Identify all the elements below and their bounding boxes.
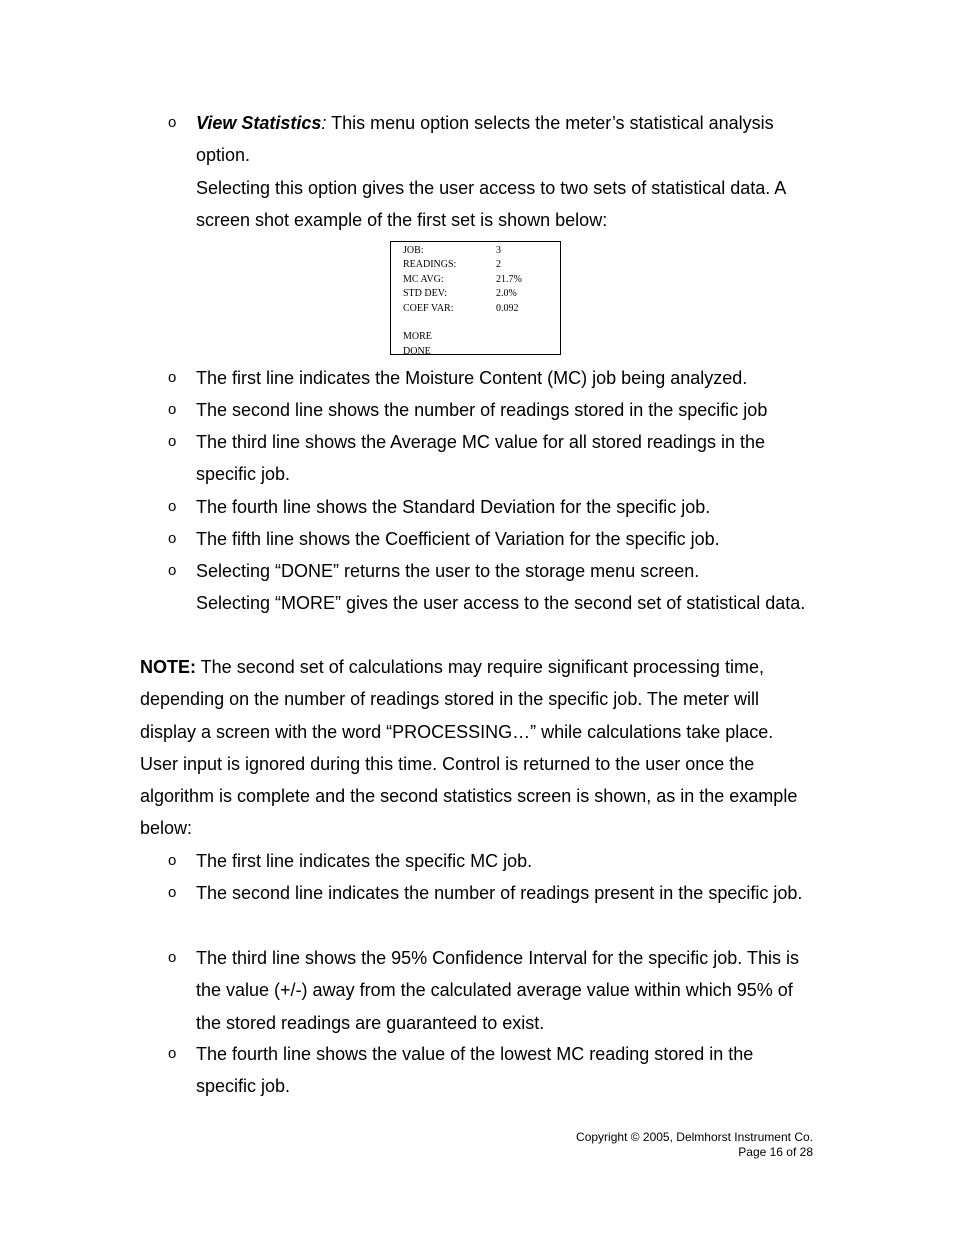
bullet-mark: o	[168, 433, 177, 450]
list-item: o The second line shows the number of readings stored in the specific job	[168, 394, 818, 426]
more-description: Selecting “MORE” gives the user access to the second set of statistical data.	[196, 593, 806, 614]
screen-row-std-dev: STD DEV: 2.0%	[403, 288, 517, 300]
view-statistics-description: Selecting this option gives the user access to two sets of statistical data. A screen shot example of the first set is shown below:	[196, 177, 786, 230]
note-text: The second set of calculations may require significant processing time, depending on the number of readings stored in the specific job. The meter will display a screen with the word “PROCESSING…” while calculations take place. User input is ignored during this time. Control is returned to the user once the algorithm is complete and the second statistics screen is shown, as in the example below:	[140, 657, 798, 839]
bullet-mark: o	[168, 114, 177, 131]
list-item: o The fifth line shows the Coefficient of Variation for the specific job.	[168, 523, 818, 555]
list-item: o The first line indicates the Moisture Content (MC) job being analyzed.	[168, 362, 818, 394]
screen-menu-done: DONE	[403, 345, 431, 357]
bullet-mark: o	[168, 852, 177, 869]
note-paragraph	[140, 651, 812, 845]
list-item: o The fourth line shows the value of the lowest MC reading stored in the specific job.	[168, 1038, 818, 1103]
copyright-notice: Copyright © 2005, Delmhorst Instrument Co.	[576, 1130, 813, 1144]
list-item: o The fourth line shows the Standard Deviation for the specific job.	[168, 491, 818, 523]
bullet-mark: o	[168, 498, 177, 515]
screen-row-job: JOB: 3	[403, 245, 501, 256]
bullet-mark: o	[168, 530, 177, 547]
page-number: Page 16 of 28	[738, 1144, 813, 1159]
view-statistics-title: View Statistics	[196, 113, 322, 133]
bullet-mark: o	[168, 949, 177, 966]
screen-menu-more: MORE	[403, 331, 432, 343]
meter-screen-example	[390, 241, 561, 355]
page-footer	[576, 1130, 813, 1159]
bullet-mark: o	[168, 562, 177, 579]
list-item: o The second line indicates the number of readings present in the specific job.	[168, 877, 818, 909]
view-statistics-intro: View Statistics: This menu option selects the meter’s statistical analysis option.	[196, 113, 774, 166]
screen-row-mc-avg: MC AVG: 21.7%	[403, 273, 522, 285]
list-item: o The first line indicates the specific MC job.	[168, 845, 818, 877]
note-label: NOTE:	[140, 657, 196, 677]
bullet-mark: o	[168, 1045, 177, 1062]
bullet-mark: o	[168, 401, 177, 418]
list-item: o The third line shows the 95% Confidence Interval for the specific job. This is the value (+/-) away from the calculated average value within which 95% of the stored readings are guaranteed to exist.	[168, 942, 818, 1039]
screen-row-coef-var: COEF VAR: 0.092	[403, 302, 519, 314]
screen-row-blank	[403, 316, 560, 330]
list-item: o The third line shows the Average MC value for all stored readings in the specific job.	[168, 426, 818, 491]
list-item	[168, 555, 818, 620]
done-description: Selecting “DONE” returns the user to the storage menu screen.	[196, 561, 700, 581]
bullet-mark: o	[168, 369, 177, 386]
view-statistics-item	[168, 107, 818, 236]
screen-row-readings: READINGS: 2	[403, 259, 501, 271]
bullet-mark: o	[168, 884, 177, 901]
